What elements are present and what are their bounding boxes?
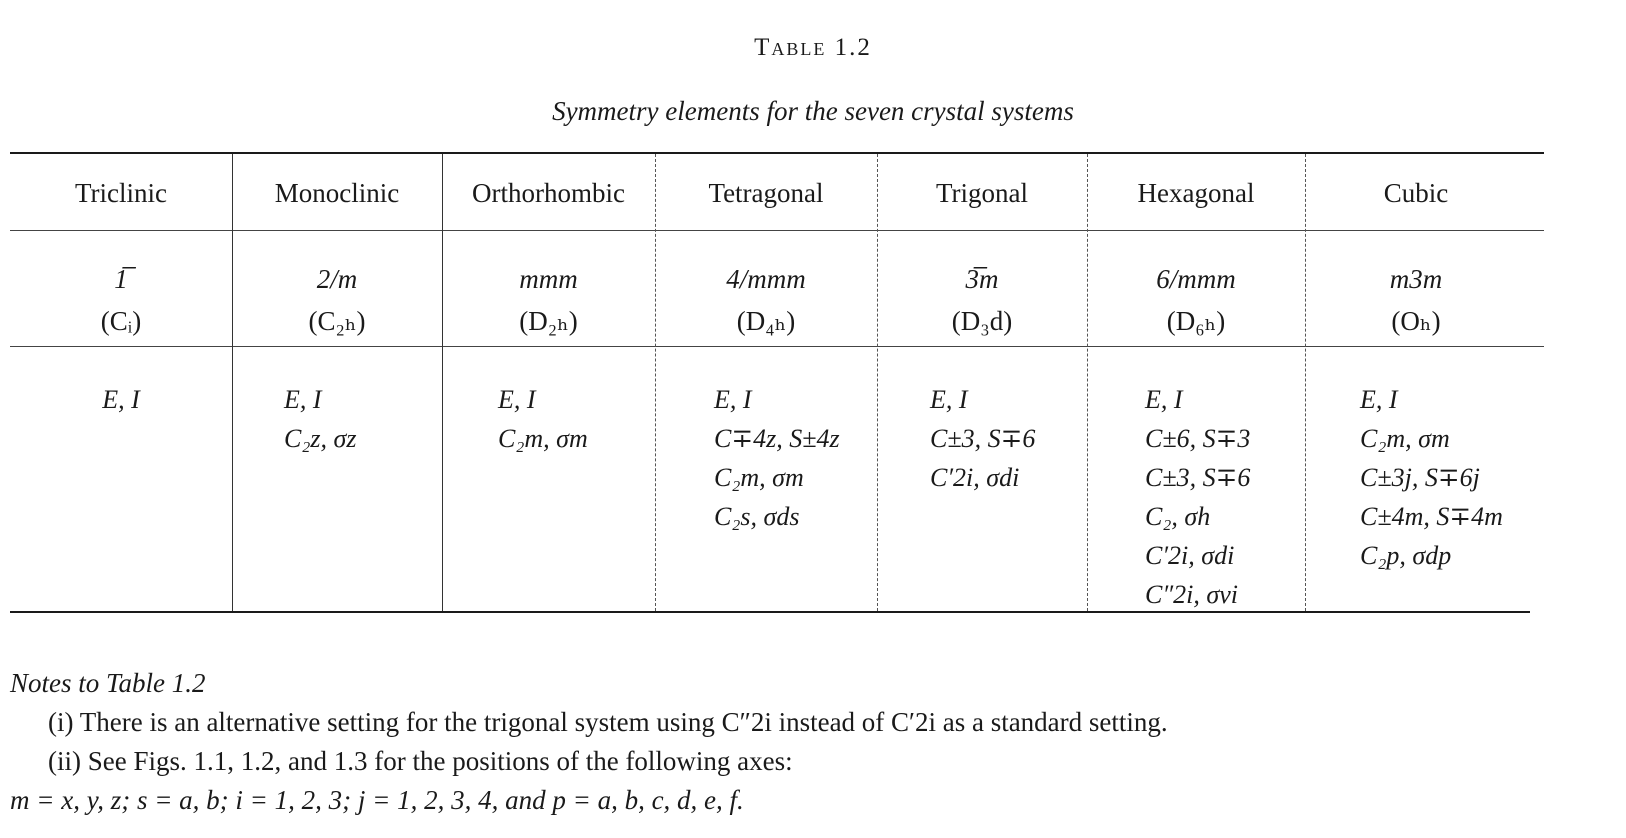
- table-notes: [10, 664, 1168, 820]
- element-entry: C′2i, σdi: [1145, 541, 1235, 570]
- column-divider: [655, 154, 657, 611]
- element-entry: C∓4z, S±4z: [714, 424, 840, 453]
- group-symbol: 2/m: [316, 264, 358, 294]
- group-monoclinic: [232, 258, 442, 342]
- element-entry: C₂m, σm: [498, 424, 588, 453]
- elements-monoclinic: [284, 380, 434, 458]
- group-tetragonal: [655, 258, 877, 342]
- header-tetragonal: Tetragonal: [708, 178, 824, 208]
- column-divider: [442, 154, 443, 611]
- group-symbol: 4/mmm: [726, 264, 806, 294]
- element-entry: C₂z, σz: [284, 424, 357, 453]
- group-schoenflies: (Oₕ): [1391, 306, 1441, 336]
- column-divider: [1305, 154, 1307, 611]
- element-entry: C±4m, S∓4m: [1360, 502, 1503, 531]
- group-symbol: 6/mmm: [1156, 264, 1236, 294]
- element-entry: E, I: [1360, 385, 1398, 414]
- header-triclinic: Triclinic: [74, 178, 167, 208]
- element-entry: E, I: [102, 385, 140, 414]
- element-entry: C₂m, σm: [1360, 424, 1450, 453]
- group-triclinic: [10, 258, 232, 342]
- note-item: (ii) See Figs. 1.1, 1.2, and 1.3 for the positions of the following axes:: [48, 746, 793, 776]
- element-entry: C±6, S∓3: [1145, 424, 1251, 453]
- element-entry: C±3, S∓6: [1145, 463, 1251, 492]
- column-divider: [1087, 154, 1089, 611]
- element-entry: C″2i, σvi: [1145, 580, 1238, 609]
- elements-trigonal: [930, 380, 1080, 497]
- elements-hexagonal: [1145, 380, 1300, 614]
- group-schoenflies: (Cᵢ): [100, 306, 142, 336]
- group-symbol: mmm: [519, 264, 578, 294]
- group-hexagonal: [1087, 258, 1305, 342]
- element-entry: C±3, S∓6: [930, 424, 1036, 453]
- group-schoenflies: (D₆ₕ): [1166, 306, 1226, 336]
- element-entry: E, I: [498, 385, 536, 414]
- header-rule: [10, 230, 1544, 231]
- element-entry: C₂s, σds: [714, 502, 800, 531]
- header-hexagonal: Hexagonal: [1137, 178, 1255, 208]
- group-schoenflies: (D₃d): [951, 306, 1013, 336]
- group-schoenflies: (D₄ₕ): [736, 306, 796, 336]
- header-orthorhombic: Orthorhombic: [472, 178, 625, 208]
- bottom-rule: [10, 611, 1530, 613]
- group-cubic: [1305, 258, 1527, 342]
- element-entry: C±3j, S∓6j: [1360, 463, 1480, 492]
- element-entry: E, I: [714, 385, 752, 414]
- column-divider: [877, 154, 879, 611]
- header-monoclinic: Monoclinic: [274, 178, 400, 208]
- header-trigonal: Trigonal: [935, 178, 1029, 208]
- elements-cubic: [1360, 380, 1525, 575]
- top-rule: [10, 152, 1544, 154]
- element-entry: E, I: [930, 385, 968, 414]
- element-entry: C₂, σh: [1145, 502, 1211, 531]
- group-schoenflies: (D₂ₕ): [519, 306, 578, 336]
- elements-triclinic: [10, 380, 232, 419]
- column-divider: [232, 154, 233, 611]
- group-schoenflies: (C₂ₕ): [308, 306, 366, 336]
- note-item: (i) There is an alternative setting for the trigonal system using C″2i instead of C′2i as a standard setting.: [48, 707, 1168, 737]
- elements-orthorhombic: [498, 380, 648, 458]
- table-title: Table 1.2: [754, 34, 872, 61]
- group-rule: [10, 346, 1544, 347]
- group-symbol: 1̅: [114, 264, 128, 294]
- note-axes-definitions: m = x, y, z; s = a, b; i = 1, 2, 3; j = 1, 2, 3, 4, and p = a, b, c, d, e, f.: [10, 785, 744, 815]
- elements-tetragonal: [714, 380, 874, 536]
- table-caption: Symmetry elements for the seven crystal systems: [552, 96, 1074, 126]
- element-entry: C′2i, σdi: [930, 463, 1020, 492]
- element-entry: C₂p, σdp: [1360, 541, 1452, 570]
- group-trigonal: [877, 258, 1087, 342]
- element-entry: C₂m, σm: [714, 463, 804, 492]
- element-entry: E, I: [1145, 385, 1183, 414]
- element-entry: E, I: [284, 385, 322, 414]
- notes-title: Notes to Table 1.2: [10, 668, 206, 698]
- group-symbol: m3m: [1389, 264, 1443, 294]
- group-symbol: 3̅m: [965, 264, 999, 294]
- group-orthorhombic: [442, 258, 655, 342]
- header-cubic: Cubic: [1383, 178, 1449, 208]
